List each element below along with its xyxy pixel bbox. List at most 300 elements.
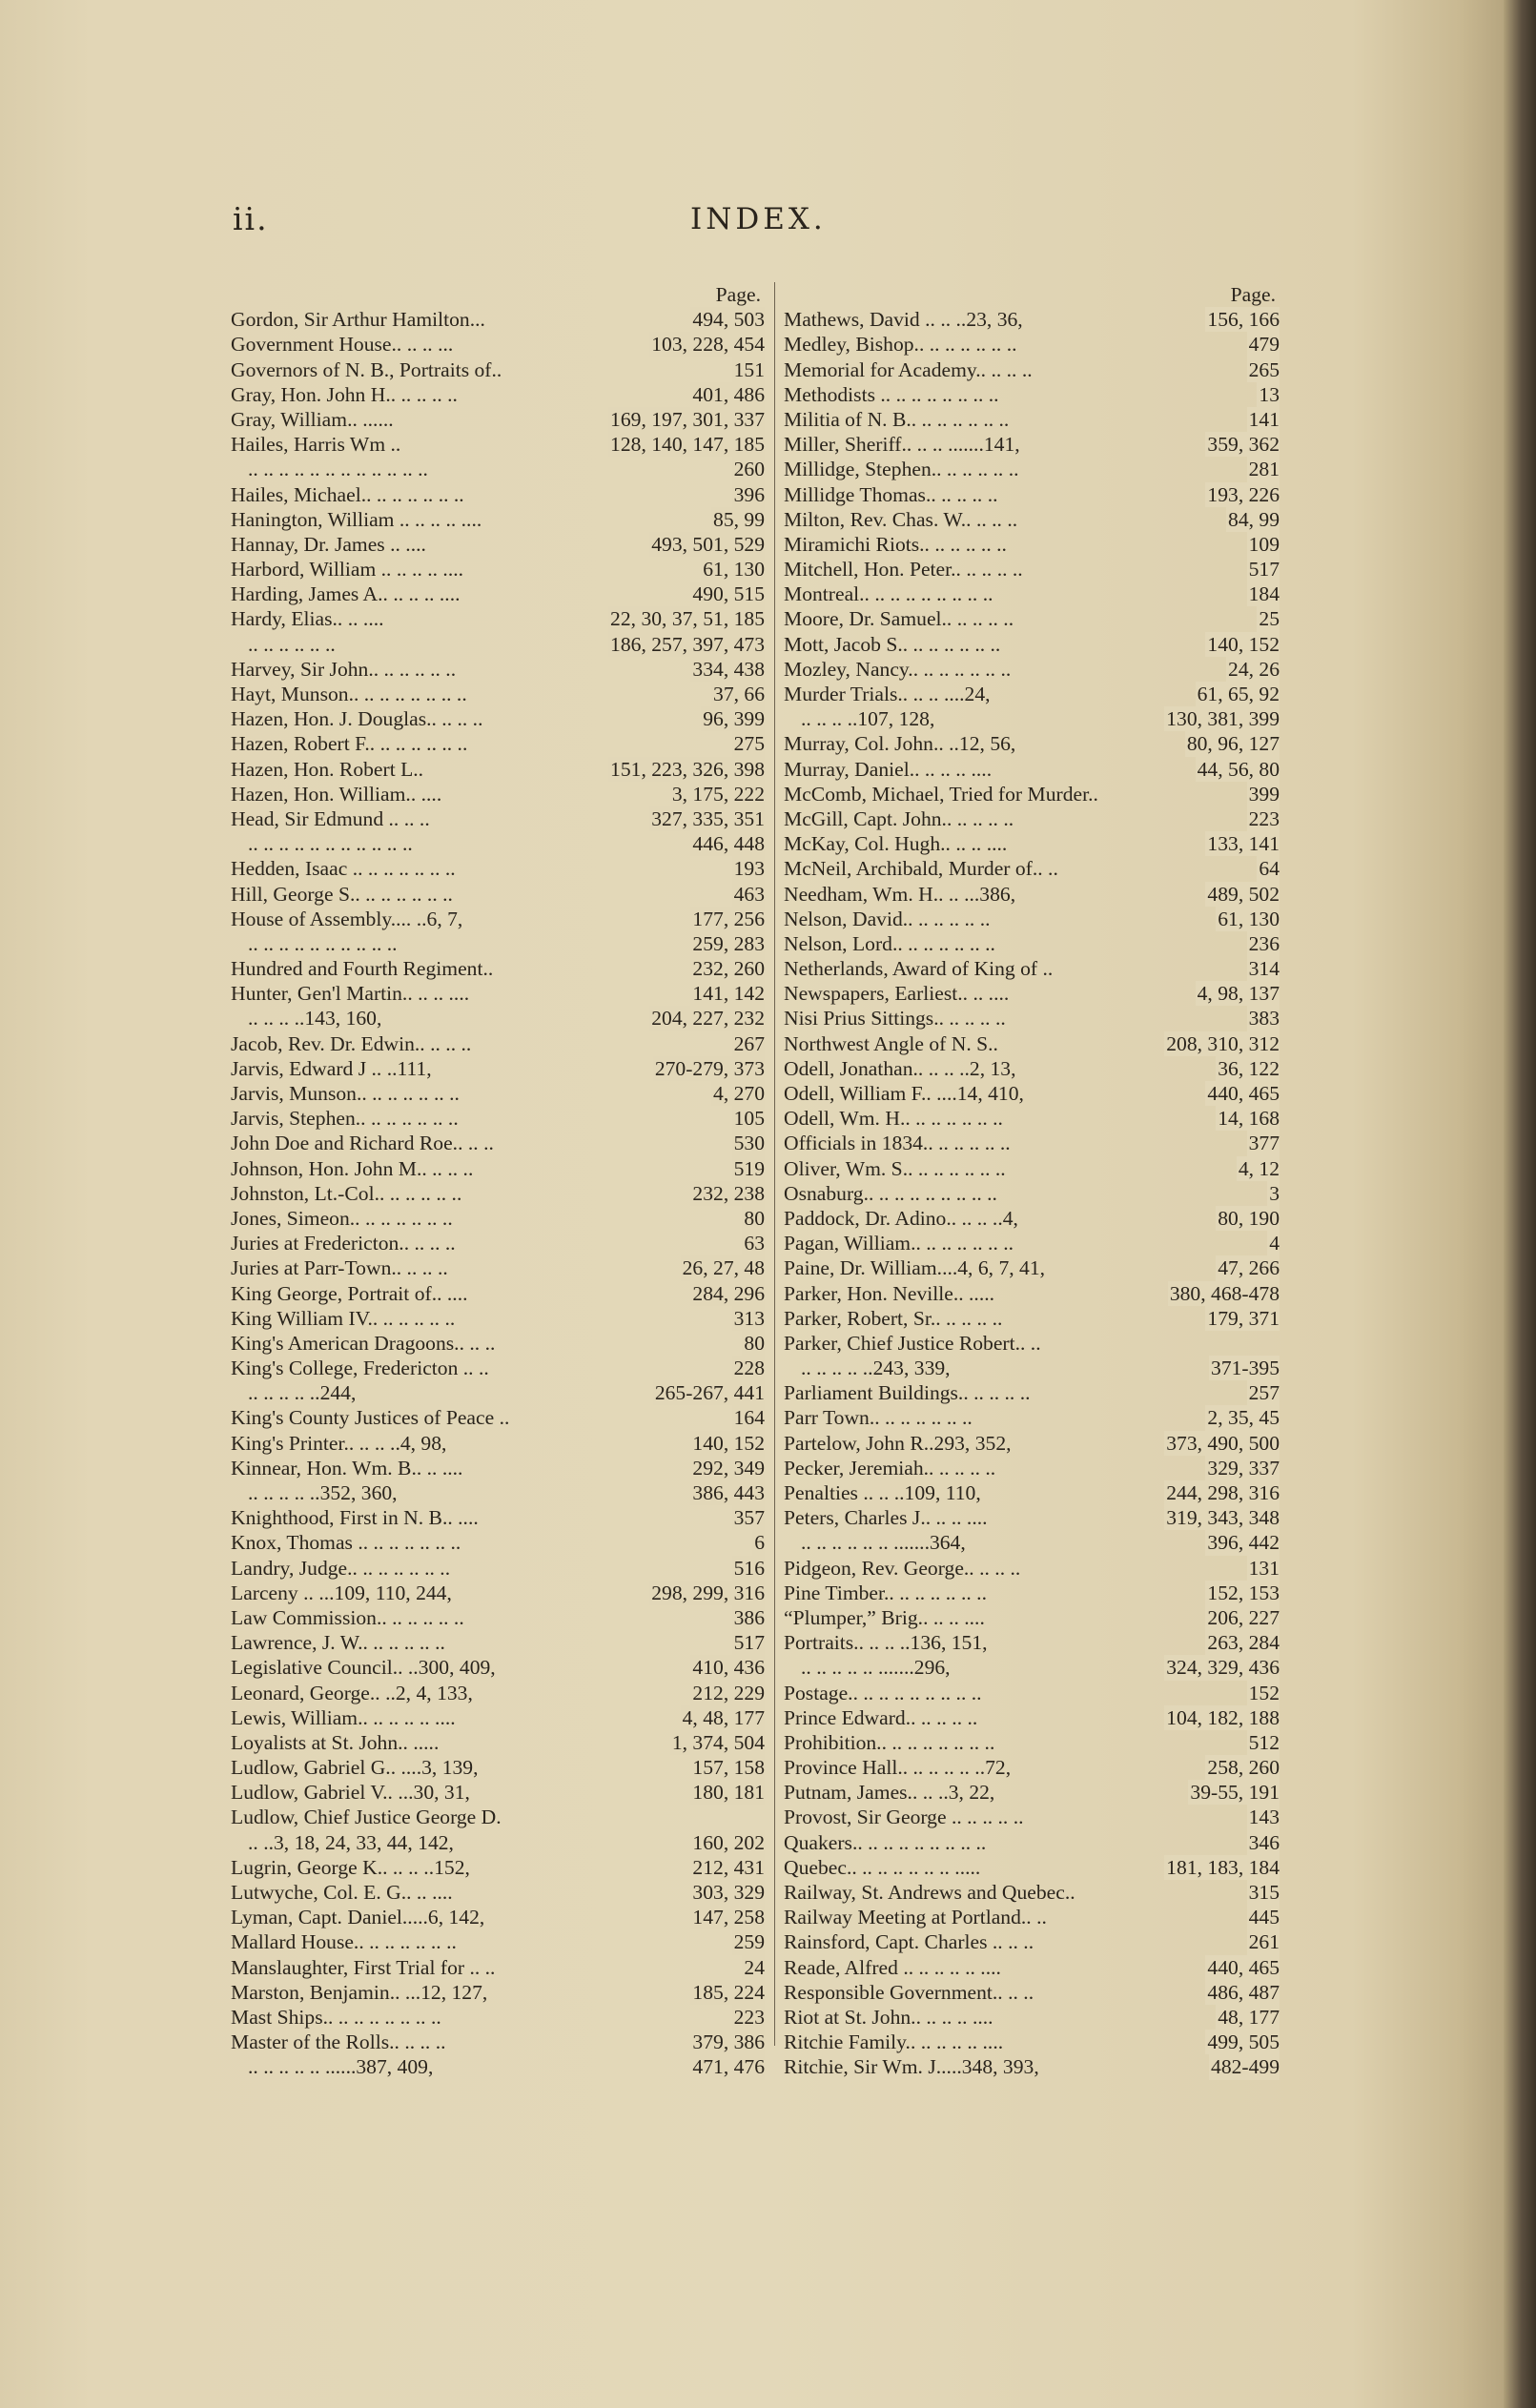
entry-name: Ludlow, Gabriel V.. ...30, 31, — [231, 1781, 470, 1805]
entry-name: John Doe and Richard Roe.. .. .. — [231, 1132, 494, 1155]
index-entry — [784, 2030, 1280, 2054]
entry-name: .. .. .. ..107, 128, — [801, 707, 935, 731]
entry-name: Newspapers, Earliest.. .. .... — [784, 982, 1010, 1006]
entry-pages: 223 — [733, 2005, 765, 2029]
entry-pages: 212, 431 — [692, 1855, 765, 1879]
entry-pages: 104, 182, 188 — [1166, 1705, 1280, 1729]
index-entry — [231, 1630, 765, 1655]
entry-pages: 4, 48, 177 — [682, 1705, 765, 1729]
index-entry — [231, 2030, 765, 2054]
entry-pages: 371-395 — [1211, 1357, 1280, 1380]
index-entry — [231, 606, 765, 631]
entry-name: Nelson, Lord.. .. .. .. .. .. .. — [784, 931, 995, 955]
index-entry — [231, 507, 765, 532]
entry-pages: 313 — [733, 1306, 765, 1330]
index-entry — [784, 1705, 1280, 1730]
entry-name: Parr Town.. .. .. .. .. .. .. — [784, 1406, 973, 1430]
index-entry — [231, 1255, 765, 1280]
entry-name: Lawrence, J. W.. .. .. .. .. .. — [231, 1631, 445, 1655]
index-entry — [231, 332, 765, 357]
entry-pages: 80, 96, 127 — [1186, 732, 1280, 756]
entry-name: Parker, Chief Justice Robert.. .. — [784, 1331, 1041, 1355]
index-entry — [231, 757, 765, 782]
entry-name: Portraits.. .. .. ..136, 151, — [784, 1631, 988, 1655]
index-entry — [784, 482, 1280, 507]
index-entry — [784, 1081, 1280, 1106]
entry-pages: 516 — [733, 1556, 765, 1580]
index-entry — [784, 731, 1280, 756]
entry-pages: 47, 266 — [1218, 1256, 1280, 1280]
entry-name: King's Printer.. .. .. ..4, 98, — [231, 1431, 447, 1455]
entry-pages: 24, 26 — [1228, 657, 1280, 681]
entry-pages: 61, 65, 92 — [1197, 683, 1280, 705]
index-entry — [231, 1705, 765, 1730]
index-entry — [784, 1431, 1280, 1456]
entry-pages: 44, 56, 80 — [1197, 757, 1280, 781]
entry-name: Landry, Judge.. .. .. .. .. .. .. — [231, 1556, 451, 1580]
entry-pages: 324, 329, 436 — [1166, 1656, 1280, 1680]
entry-pages: 169, 197, 301, 337 — [610, 407, 765, 431]
entry-name: Johnston, Lt.-Col.. .. .. .. .. .. — [231, 1181, 462, 1205]
entry-pages: 180, 181 — [692, 1781, 765, 1805]
index-entry — [784, 657, 1280, 682]
index-entry — [784, 1830, 1280, 1855]
entry-name: Master of the Rolls.. .. .. .. — [231, 2030, 446, 2054]
entry-pages: 410, 436 — [692, 1656, 765, 1680]
entry-name: Odell, William F.. ....14, 410, — [784, 1082, 1024, 1105]
index-entry — [231, 1306, 765, 1331]
index-entry — [784, 1880, 1280, 1905]
entry-name: Jarvis, Munson.. .. .. .. .. .. .. — [231, 1082, 460, 1105]
entry-pages: 270-279, 373 — [654, 1056, 765, 1080]
entry-pages: 386, 443 — [692, 1481, 765, 1504]
entry-pages: 261 — [1248, 1930, 1280, 1954]
entry-name: Jacob, Rev. Dr. Edwin.. .. .. .. — [231, 1031, 472, 1055]
entry-pages: 359, 362 — [1207, 433, 1280, 457]
index-entry — [231, 1131, 765, 1155]
entry-pages: 517 — [733, 1631, 765, 1655]
column-heading: Page. — [715, 283, 761, 306]
entry-name: Province Hall.. .. .. .. .. ..72, — [784, 1756, 1012, 1780]
index-entry — [231, 657, 765, 682]
index-entry — [231, 1805, 765, 1829]
index-entry — [784, 1156, 1280, 1181]
entry-name: Harding, James A.. .. .. .. .... — [231, 582, 461, 606]
entry-name: Responsible Government.. .. .. — [784, 1980, 1034, 2004]
index-entry — [231, 1031, 765, 1056]
entry-name: Mozley, Nancy.. .. .. .. .. .. .. — [784, 657, 1012, 681]
entry-name: Lewis, William.. .. .. .. .. .... — [231, 1705, 456, 1729]
entry-name: Parliament Buildings.. .. .. .. .. — [784, 1381, 1031, 1405]
entry-pages: 160, 202 — [692, 1830, 765, 1854]
entry-name: .. .. .. .. ..352, 360, — [248, 1481, 398, 1504]
entry-name: Postage.. .. .. .. .. .. .. .. .. — [784, 1681, 982, 1704]
entry-name: House of Assembly.... ..6, 7, — [231, 907, 463, 930]
index-entry — [231, 1431, 765, 1456]
entry-pages: 152 — [1248, 1681, 1280, 1704]
entry-pages: 84, 99 — [1228, 507, 1280, 531]
page-title: INDEX. — [690, 202, 827, 236]
entry-pages: 486, 487 — [1207, 1980, 1280, 2004]
entry-pages: 96, 399 — [703, 707, 765, 731]
index-entry — [231, 981, 765, 1006]
entry-pages: 479 — [1248, 333, 1280, 357]
entry-pages: 396 — [733, 482, 765, 506]
entry-pages: 206, 227 — [1207, 1605, 1280, 1629]
index-entry — [784, 507, 1280, 532]
index-entry — [784, 806, 1280, 831]
index-entry — [231, 1006, 765, 1031]
entry-name: Reade, Alfred .. .. .. .. .. .... — [784, 1955, 1001, 1979]
index-entry — [231, 1331, 765, 1356]
page-number: ii. — [233, 200, 269, 237]
entry-pages: 357 — [733, 1506, 765, 1530]
entry-name: Quakers.. .. .. .. .. .. .. .. .. — [784, 1830, 987, 1854]
entry-pages: 284, 296 — [692, 1281, 765, 1305]
entry-pages: 493, 501, 529 — [651, 532, 765, 556]
entry-name: Hazen, Robert F.. .. .. .. .. .. .. — [231, 732, 468, 756]
entry-name: Paine, Dr. William....4, 6, 7, 41, — [784, 1256, 1046, 1280]
entry-pages: 63 — [744, 1232, 765, 1255]
entry-name: Harvey, Sir John.. .. .. .. .. .. — [231, 657, 457, 681]
entry-pages: 36, 122 — [1218, 1056, 1280, 1080]
entry-pages: 373, 490, 500 — [1166, 1431, 1280, 1455]
entry-pages: 329, 337 — [1207, 1456, 1280, 1479]
entry-pages: 244, 298, 316 — [1166, 1481, 1280, 1504]
entry-pages: 319, 343, 348 — [1166, 1506, 1280, 1530]
entry-pages: 212, 229 — [692, 1681, 765, 1704]
index-entry — [784, 1281, 1280, 1306]
index-entry — [784, 1980, 1280, 2005]
index-entry — [231, 1980, 765, 2005]
entry-pages: 4 — [1269, 1232, 1280, 1255]
entry-name: Partelow, John R..293, 352, — [784, 1431, 1012, 1455]
index-entry — [231, 1830, 765, 1855]
entry-pages: 85, 99 — [713, 507, 765, 531]
index-entry — [784, 357, 1280, 382]
entry-name: .. .. .. .. .. .. .. .. .. .. .. — [248, 832, 413, 856]
entry-pages: 401, 486 — [692, 382, 765, 406]
entry-name: Ritchie, Sir Wm. J.....348, 393, — [784, 2055, 1039, 2079]
entry-pages: 4, 12 — [1238, 1156, 1280, 1180]
index-entry — [231, 1106, 765, 1131]
entry-name: Hazen, Hon. J. Douglas.. .. .. .. — [231, 707, 483, 731]
index-entry — [784, 1556, 1280, 1581]
entry-pages: 186, 257, 397, 473 — [610, 632, 765, 656]
entry-pages: 265 — [1248, 357, 1280, 381]
entry-name: Ludlow, Chief Justice George D. — [231, 1806, 502, 1829]
entry-pages: 143 — [1248, 1806, 1280, 1829]
entry-pages: 263, 284 — [1207, 1631, 1280, 1655]
entry-name: Hanington, William .. .. .. .. .... — [231, 507, 482, 531]
entry-name: Governors of N. B., Portraits of.. — [231, 357, 502, 381]
entry-name: Legislative Council.. ..300, 409, — [231, 1656, 496, 1680]
entry-pages: 4, 98, 137 — [1197, 982, 1280, 1006]
index-entry — [784, 1181, 1280, 1206]
entry-pages: 517 — [1248, 558, 1280, 582]
entry-pages: 181, 183, 184 — [1166, 1855, 1280, 1879]
entry-pages: 22, 30, 37, 51, 185 — [610, 607, 765, 631]
index-entry — [784, 1480, 1280, 1505]
index-entry — [784, 307, 1280, 332]
index-entry — [784, 1456, 1280, 1480]
index-entry — [231, 1380, 765, 1405]
entry-name: .. .. .. ..143, 160, — [248, 1007, 382, 1031]
entry-pages: 147, 258 — [692, 1906, 765, 1929]
entry-pages: 315 — [1248, 1881, 1280, 1904]
index-entry — [784, 1206, 1280, 1231]
entry-pages: 24 — [744, 1955, 765, 1979]
index-entry — [784, 332, 1280, 357]
index-entry — [231, 1231, 765, 1255]
entry-name: Riot at St. John.. .. .. .. .... — [784, 2005, 993, 2029]
entry-name: .. .. .. .. .. .. — [248, 632, 336, 656]
entry-pages: 396, 442 — [1207, 1531, 1280, 1555]
entry-pages: 39-55, 191 — [1190, 1781, 1280, 1805]
entry-pages: 128, 140, 147, 185 — [610, 433, 765, 457]
index-entry — [231, 1556, 765, 1581]
entry-pages: 61, 130 — [1218, 907, 1280, 930]
index-entry — [784, 1380, 1280, 1405]
entry-pages: 490, 515 — [692, 582, 765, 606]
index-entry — [784, 1006, 1280, 1031]
entry-name: Lugrin, George K.. .. .. ..152, — [231, 1855, 470, 1879]
index-entry — [784, 532, 1280, 557]
entry-pages: 37, 66 — [713, 683, 765, 705]
entry-name: Parker, Robert, Sr.. .. .. .. .. — [784, 1306, 1003, 1330]
entry-name: Hazen, Hon. Robert L.. — [231, 757, 424, 781]
entry-name: Knighthood, First in N. B.. .... — [231, 1506, 479, 1530]
index-entry — [784, 931, 1280, 956]
index-entry — [231, 1605, 765, 1630]
index-entry — [784, 1655, 1280, 1680]
index-entry — [231, 1056, 765, 1081]
entry-name: Jarvis, Edward J .. ..111, — [231, 1056, 432, 1080]
entry-pages: 131 — [1248, 1556, 1280, 1580]
entry-pages: 399 — [1248, 782, 1280, 806]
entry-pages: 232, 260 — [692, 957, 765, 981]
entry-pages: 105 — [733, 1107, 765, 1131]
entry-pages: 157, 158 — [692, 1756, 765, 1780]
entry-pages: 379, 386 — [692, 2030, 765, 2054]
entry-name: Ritchie Family.. .. .. .. .. .... — [784, 2030, 1004, 2054]
index-entry — [784, 1780, 1280, 1805]
entry-name: Manslaughter, First Trial for .. .. — [231, 1955, 496, 1979]
entry-name: Gray, Hon. John H.. .. .. .. .. — [231, 382, 458, 406]
entry-name: Juries at Fredericton.. .. .. .. — [231, 1232, 456, 1255]
entry-name: Gordon, Sir Arthur Hamilton... — [231, 308, 485, 332]
entry-pages: 13 — [1259, 382, 1280, 406]
entry-pages: 151 — [733, 357, 765, 381]
index-entry — [231, 407, 765, 432]
entry-pages: 346 — [1248, 1830, 1280, 1854]
entry-pages: 303, 329 — [692, 1881, 765, 1904]
entry-name: Millidge, Stephen.. .. .. .. .. .. — [784, 458, 1019, 481]
entry-name: Pecker, Jeremiah.. .. .. .. .. — [784, 1456, 996, 1479]
index-entry — [784, 956, 1280, 981]
entry-name: Milton, Rev. Chas. W.. .. .. .. — [784, 507, 1018, 531]
entry-name: King's American Dragoons.. .. .. — [231, 1331, 496, 1355]
entry-pages: 512 — [1248, 1730, 1280, 1754]
entry-name: .. .. .. .. .. .. .. .. .. .. .. .. — [248, 458, 428, 481]
entry-name: Rainsford, Capt. Charles .. .. .. — [784, 1930, 1034, 1954]
index-entry — [231, 956, 765, 981]
index-entry — [784, 606, 1280, 631]
index-entry — [231, 682, 765, 706]
entry-pages: 2, 35, 45 — [1207, 1406, 1280, 1430]
entry-pages: 133, 141 — [1207, 832, 1280, 856]
entry-name: Northwest Angle of N. S.. — [784, 1031, 998, 1055]
entry-name: Miramichi Riots.. .. .. .. .. .. — [784, 532, 1007, 556]
entry-name: Militia of N. B.. .. .. .. .. .. .. — [784, 407, 1010, 431]
entry-pages: 3 — [1269, 1181, 1280, 1205]
index-entry — [784, 407, 1280, 432]
entry-pages: 80 — [744, 1206, 765, 1230]
entry-name: Putnam, James.. .. ..3, 22, — [784, 1781, 995, 1805]
entry-pages: 530 — [733, 1132, 765, 1155]
entry-pages: 471, 476 — [692, 2055, 765, 2079]
entry-name: Hill, George S.. .. .. .. .. .. .. — [231, 882, 453, 906]
index-entry — [231, 1480, 765, 1505]
entry-name: Netherlands, Award of King of .. — [784, 957, 1054, 981]
index-entry — [784, 1106, 1280, 1131]
entry-name: Government House.. .. .. ... — [231, 333, 454, 357]
entry-pages: 499, 505 — [1207, 2030, 1280, 2054]
index-entry — [231, 1730, 765, 1755]
index-entry — [784, 382, 1280, 407]
index-entry — [231, 582, 765, 606]
entry-name: Hazen, Hon. William.. .... — [231, 782, 442, 806]
entry-name: Mathews, David .. .. ..23, 36, — [784, 308, 1023, 332]
entry-name: Montreal.. .. .. .. .. .. .. .. .. — [784, 582, 993, 606]
index-entry — [784, 1505, 1280, 1530]
entry-pages: 140, 152 — [1207, 632, 1280, 656]
index-entry — [231, 1530, 765, 1555]
entry-pages: 445 — [1248, 1906, 1280, 1929]
entry-pages: 14, 168 — [1218, 1107, 1280, 1131]
entry-pages: 260 — [733, 458, 765, 481]
index-entry — [784, 1955, 1280, 1980]
entry-name: Penalties .. .. ..109, 110, — [784, 1481, 981, 1504]
index-entry — [231, 1681, 765, 1705]
index-entry — [231, 1181, 765, 1206]
index-entry — [231, 1955, 765, 1980]
entry-name: Miller, Sheriff.. .. .. .......141, — [784, 433, 1020, 457]
index-entry — [784, 1031, 1280, 1056]
index-entry — [784, 2054, 1280, 2079]
entry-pages: 463 — [733, 882, 765, 906]
entry-name: Hundred and Fourth Regiment.. — [231, 957, 494, 981]
entry-pages: 259 — [733, 1930, 765, 1954]
entry-name: Quebec.. .. .. .. .. .. .. ..... — [784, 1855, 981, 1879]
entry-name: .. .. .. .. .. ......387, 409, — [248, 2055, 434, 2079]
entry-name: Murray, Daniel.. .. .. .. .... — [784, 757, 993, 781]
entry-name: .. .. .. .. .. .......296, — [801, 1656, 951, 1680]
entry-pages: 327, 335, 351 — [651, 806, 765, 830]
entry-pages: 440, 465 — [1207, 1955, 1280, 1979]
entry-pages: 298, 299, 316 — [651, 1581, 765, 1604]
column-heading: Page. — [1230, 283, 1276, 306]
entry-name: King William IV.. .. .. .. .. .. — [231, 1306, 456, 1330]
index-entry — [784, 1730, 1280, 1755]
entry-name: Hailes, Michael.. .. .. .. .. .. .. — [231, 482, 464, 506]
entry-pages: 141, 142 — [692, 982, 765, 1006]
entry-name: Pagan, William.. .. .. .. .. .. .. — [784, 1232, 1014, 1255]
index-column-right — [784, 282, 1280, 2080]
entry-name: Leonard, George.. ..2, 4, 133, — [231, 1681, 473, 1704]
entry-name: Hannay, Dr. James .. .... — [231, 532, 426, 556]
index-entry — [231, 731, 765, 756]
entry-name: Knox, Thomas .. .. .. .. .. .. .. — [231, 1531, 461, 1555]
index-entry — [784, 1331, 1280, 1356]
entry-name: Hedden, Isaac .. .. .. .. .. .. .. — [231, 857, 456, 881]
index-entry — [231, 307, 765, 332]
index-entry — [231, 1581, 765, 1605]
index-entry — [231, 856, 765, 881]
entry-name: McGill, Capt. John.. .. .. .. .. — [784, 806, 1014, 830]
entry-pages: 64 — [1259, 857, 1280, 881]
index-entry — [231, 2054, 765, 2079]
entry-name: Pidgeon, Rev. George.. .. .. .. — [784, 1556, 1021, 1580]
index-entry — [231, 907, 765, 931]
index-entry — [231, 1905, 765, 1929]
index-entry — [231, 532, 765, 557]
entry-pages: 177, 256 — [692, 907, 765, 930]
entry-pages: 103, 228, 454 — [651, 333, 765, 357]
index-entry — [231, 457, 765, 481]
entry-pages: 179, 371 — [1207, 1306, 1280, 1330]
index-entry — [784, 1405, 1280, 1430]
index-entry — [231, 1356, 765, 1380]
entry-name: Oliver, Wm. S.. .. .. .. .. .. .. — [784, 1156, 1006, 1180]
index-entry — [784, 706, 1280, 731]
entry-pages: 184 — [1248, 582, 1280, 606]
entry-name: .. .. .. .. .. .. .. .. .. .. — [248, 931, 398, 955]
entry-pages: 383 — [1248, 1007, 1280, 1031]
page-edge-shadow — [1504, 0, 1536, 2408]
entry-name: King's College, Fredericton .. .. — [231, 1357, 489, 1380]
entry-pages: 61, 130 — [703, 558, 765, 582]
index-entry — [231, 1755, 765, 1780]
entry-name: Officials in 1834.. .. .. .. .. .. — [784, 1132, 1011, 1155]
entry-name: Mott, Jacob S.. .. .. .. .. .. .. — [784, 632, 1001, 656]
entry-pages: 275 — [733, 732, 765, 756]
index-entry — [784, 882, 1280, 907]
index-entry — [784, 632, 1280, 657]
entry-pages: 208, 310, 312 — [1166, 1031, 1280, 1055]
entry-pages: 292, 349 — [692, 1456, 765, 1479]
entry-name: Mast Ships.. .. .. .. .. .. .. .. — [231, 2005, 441, 2029]
index-entry — [231, 382, 765, 407]
entry-pages: 109 — [1248, 532, 1280, 556]
index-entry — [784, 457, 1280, 481]
entry-pages: 489, 502 — [1207, 882, 1280, 906]
entry-pages: 193 — [733, 857, 765, 881]
entry-name: Johnson, Hon. John M.. .. .. .. — [231, 1156, 474, 1180]
entry-name: King George, Portrait of.. .... — [231, 1281, 468, 1305]
index-entry — [231, 1780, 765, 1805]
index-entry — [784, 856, 1280, 881]
entry-name: “Plumper,” Brig.. .. .. .... — [784, 1605, 985, 1629]
entry-name: Odell, Jonathan.. .. .. ..2, 13, — [784, 1056, 1016, 1080]
entry-pages: 204, 227, 232 — [651, 1007, 765, 1031]
index-entry — [784, 1356, 1280, 1380]
entry-pages: 193, 226 — [1207, 482, 1280, 506]
entry-name: Head, Sir Edmund .. .. .. — [231, 806, 430, 830]
index-entry — [231, 482, 765, 507]
entry-name: Gray, William.. ...... — [231, 407, 394, 431]
entry-pages: 1, 374, 504 — [671, 1730, 765, 1754]
